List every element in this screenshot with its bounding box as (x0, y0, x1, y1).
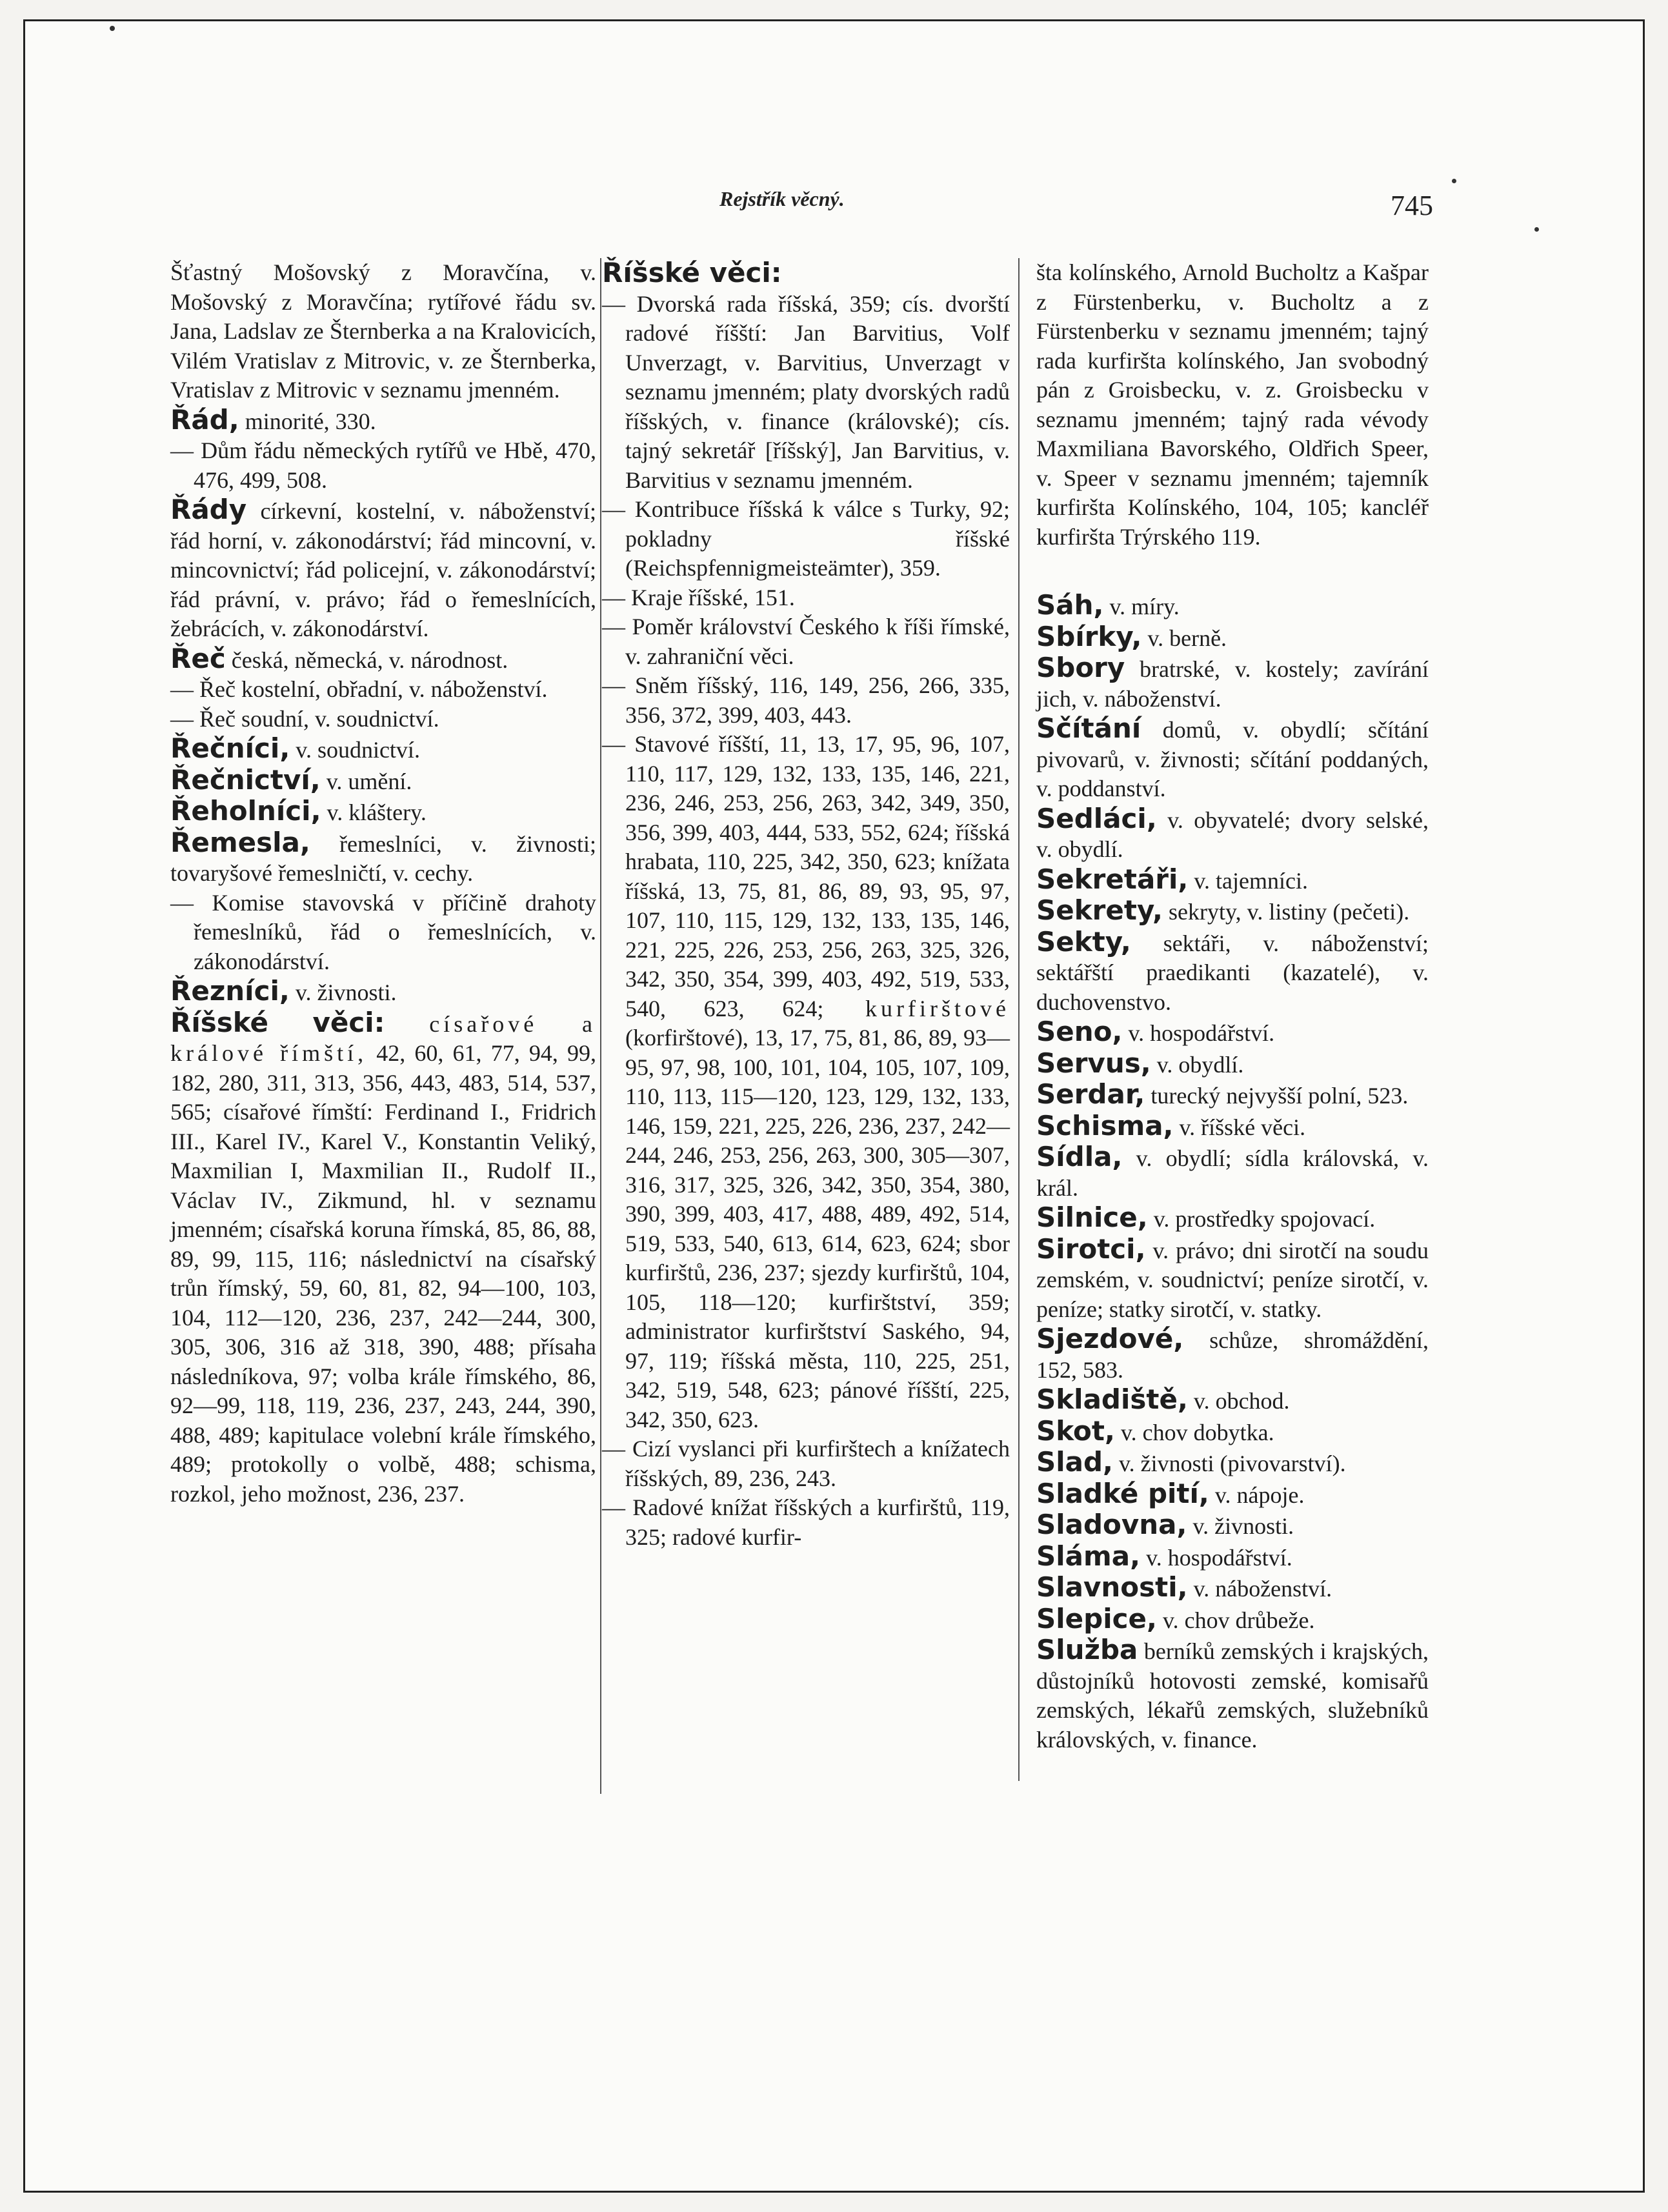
index-entry (602, 258, 1010, 290)
index-entry-continuation: šta kolínského, Arnold Bucholtz a Kašpar z Fürstenberku, v. Bucholtz a z Fürstenberku v seznamu jmenném; tajný rada kurfiršta kolínského, Jan svobodný pán z Groisbecku, v. z. Groisbecku v seznamu jmenném; tajný rada vévody Maxmiliana Bavorského, Oldřich Speer, v. Speer v seznamu jmenném; tajemník kurfiršta Kolínského, 104, 105; kancléř kurfiršta Trýrského 119. (1036, 259, 1429, 550)
index-entry (1036, 1479, 1429, 1511)
entry-text: (korfirštové), 13, 17, 75, 81, 86, 89, 93—95, 97, 98, 100, 101, 104, 105, 107, 109, 110, 113, 115—120, 123, 129, 132, 133, 146, 159, 221, 225, 226, 236, 237, 242—244, 246, 253, 256, 263, 300, 305—307, 316, 317, 325, 326, 342, 350, 354, 380, 390, 399, 403, 417, 488, 489, 492, 514, 519, 533, 540, 613, 614, 623, 624; sbor kurfirštů, 236, 237; sjezdy kurfirštů, 104, 105, 118—120; kurfirštství, 359; administrator kurfirštství Saského, 94, 97, 119; říšská města, 110, 225, 251, 342, 519, 548, 623; pánové říšští, 225, 342, 350, 623. (625, 1025, 1010, 1433)
entry-headword: Sbírky, (1036, 620, 1142, 652)
index-entry (170, 405, 596, 437)
entry-text: v. tajemníci. (1188, 867, 1308, 894)
index-subentry: — Poměr království Českého k říši římské, v. zahraniční věci. (602, 614, 1010, 669)
index-entry (1036, 865, 1429, 896)
running-head: Rejstřík věcný. (719, 187, 845, 210)
scan-speck (1452, 179, 1456, 183)
entry-headword: Služba (1036, 1634, 1138, 1665)
entry-text: turecký nejvyšší polní, 523. (1145, 1083, 1409, 1109)
scan-speck (110, 26, 115, 31)
index-entry (1036, 1573, 1429, 1604)
index-subentry: — Komise stavovská v příčině drahoty řemeslníků, řád o řemeslnících, v. zákonodárství. (170, 889, 596, 974)
entry-headword: Slad, (1036, 1446, 1114, 1478)
entry-text: schůze, shromáždění, 152, 583. (1036, 1327, 1429, 1383)
index-subentry: — Řeč kostelní, obřadní, v. náboženství. (170, 676, 548, 702)
index-subentry: — Dům řádu německých rytířů ve Hbě, 470, 476, 499, 508. (170, 437, 596, 493)
index-entry (1036, 622, 1429, 654)
entry-headword: Slavnosti, (1036, 1571, 1188, 1603)
index-column-2 (602, 258, 1010, 1552)
entry-text: církevní, kostelní, v. náboženství; řád horní, v. zákonodárství; řád mincovní, v. mincovnictví; řád policejní, v. zákonodárství; řád právní, v. právo; řád o řemeslnících, žebrácích, v. zákonodárství. (170, 498, 596, 641)
entry-headword: Schisma, (1036, 1109, 1174, 1141)
entry-headword: Řeholníci, (170, 795, 321, 827)
entry-text: domů, v. obydlí; sčítání pivovarů, v. živnosti; sčítání poddaných, v. poddanství. (1036, 717, 1429, 801)
entry-text: v. prostředky spojovací. (1147, 1206, 1376, 1232)
index-entry (1036, 1542, 1429, 1573)
index-entry (170, 976, 596, 1008)
index-subentry (602, 730, 1010, 1434)
index-entry (1036, 1416, 1429, 1448)
index-subentry: — Radové knížat říšských a kurfirštů, 119, 325; radové kurfir- (602, 1494, 1010, 1550)
index-column-3 (1036, 258, 1429, 1755)
index-entry (170, 765, 596, 797)
index-subentry: — Cizí vyslanci při kurfirštech a knížatech říšských, 89, 236, 243. (602, 1436, 1010, 1491)
entry-text: minorité, 330. (239, 408, 376, 434)
entry-headword: Sáh, (1036, 589, 1104, 621)
index-entry (170, 495, 596, 644)
entry-headword: Sídla, (1036, 1141, 1123, 1172)
entry-headword: Sekty, (1036, 925, 1131, 958)
page-number: 745 (1391, 190, 1433, 221)
index-entry (170, 828, 596, 889)
entry-text: v. berně. (1141, 625, 1227, 651)
entry-text: — Stavové říšští, 11, 13, 17, 95, 96, 107, 110, 117, 129, 132, 133, 135, 146, 221, 236, 246, 253, 256, 263, 342, 349, 350, 356, 399, 403, 444, 533, 552, 624; říšská hrabata, 110, 225, 342, 350, 623; knížata říšská, 13, 75, 81, 86, 89, 93, 95, 97, 107, 110, 115, 129, 132, 133, 135, 146, 221, 225, 226, 253, 256, 263, 325, 326, 342, 350, 354, 399, 403, 492, 519, 533, 540, 623, 624; (602, 731, 1010, 1021)
index-entry (1036, 1080, 1429, 1111)
entry-headword: Sladovna, (1036, 1509, 1187, 1540)
entry-headword: Serdar, (1036, 1078, 1145, 1110)
entry-text: v. míry. (1103, 594, 1180, 619)
entry-headword: Řád, (170, 403, 239, 436)
entry-headword: Sbory (1036, 652, 1125, 683)
entry-headword: Sčítání (1036, 712, 1141, 744)
index-entry (1036, 927, 1429, 1018)
index-entry (1036, 1510, 1429, 1542)
entry-headword: Sekretáři, (1036, 863, 1189, 895)
entry-text: v. chov drůbeže. (1156, 1607, 1315, 1633)
entry-headword: Seno, (1036, 1016, 1123, 1047)
entry-headword: Skladiště, (1036, 1383, 1188, 1415)
index-entry (1036, 1635, 1429, 1755)
index-entry (1036, 1142, 1429, 1203)
entry-headword: Řečníci, (170, 732, 290, 764)
index-entry (1036, 1049, 1429, 1080)
index-entry (1036, 1111, 1429, 1143)
entry-headword: Silnice, (1036, 1202, 1148, 1233)
entry-spaced-text: císařové a králové římští, (170, 1010, 596, 1066)
index-entry (1036, 1017, 1429, 1049)
index-subentry: — Kontribuce říšská k válce s Turky, 92; pokladny říšské (Reichspfennigmeisteämter), 359. (602, 496, 1010, 581)
index-entry (1036, 1385, 1429, 1416)
entry-text: sektáři, v. náboženství; sektářští praedikanti (kazatelé), v. duchovenstvo. (1036, 930, 1429, 1015)
entry-headword: Řemesla, (170, 826, 310, 858)
entry-headword: Sirotci, (1036, 1232, 1146, 1265)
entry-text: v. kláštery. (321, 799, 427, 825)
entry-headword: Řeč (170, 642, 226, 674)
entry-headword: Řády (170, 494, 247, 525)
entry-text: v. soudnictví. (290, 737, 420, 763)
scan-speck (1534, 227, 1539, 232)
entry-text: sekryty, v. listiny (pečeti). (1163, 899, 1410, 925)
entry-headword: Sjezdové, (1036, 1323, 1184, 1354)
entry-text: v. živnosti. (1187, 1513, 1294, 1539)
index-entry (170, 1008, 596, 1509)
index-entry (1036, 1324, 1429, 1385)
entry-headword: Říšské věci: (170, 1006, 385, 1038)
entry-spaced-text: kurfirštové (823, 995, 1010, 1021)
index-entry (1036, 653, 1429, 714)
index-entry (1036, 1604, 1429, 1636)
entry-headword: Sláma, (1036, 1540, 1141, 1572)
index-entry (1036, 714, 1429, 804)
index-entry: Šťastný Mošovský z Moravčína, v. Mošovský z Moravčína; rytířové řádu sv. Jana, Ladslav ze Šternberka a na Kralovicích, Vilém Vratislav z Mitrovic, v. ze Šternberka, Vratislav z Mitrovic v seznamu jmenném. (170, 259, 596, 403)
column-divider (600, 258, 601, 1794)
entry-text: v. nápoje. (1209, 1482, 1305, 1508)
entry-text: v. obyvatelé; dvory selské, v. obydlí. (1036, 807, 1429, 862)
entry-text: v. náboženství. (1187, 1576, 1332, 1602)
entry-text: v. právo; dni sirotčí na soudu zemském, v. soudnictví; peníze sirotčí, v. peníze; statky sirotčí, v. statky. (1036, 1237, 1429, 1322)
entry-text: berníků zemských i krajských, důstojníků hotovosti zemské, komisařů zemských, lékařů zemských, služebníků královských, v. finance. (1036, 1638, 1429, 1753)
entry-text: v. chov dobytka. (1114, 1419, 1274, 1445)
entry-text: v. obchod. (1187, 1388, 1290, 1414)
index-entry (1036, 896, 1429, 927)
entry-text: bratrské, v. kostely; zavírání jich, v. náboženství. (1036, 656, 1429, 712)
index-entry (1036, 1447, 1429, 1479)
index-entry (1036, 1203, 1429, 1234)
entry-headword: Sedláci, (1036, 802, 1157, 834)
entry-headword: Slepice, (1036, 1602, 1157, 1634)
entry-text: v. hospodářství. (1140, 1544, 1292, 1571)
column-divider (1018, 258, 1020, 1781)
index-entry (170, 734, 596, 765)
index-subentry: — Řeč soudní, v. soudnictví. (170, 705, 439, 732)
entry-text: v. živnosti. (289, 980, 397, 1005)
entry-headword: Servus, (1036, 1047, 1151, 1079)
index-subentry: — Kraje říšské, 151. (602, 584, 795, 610)
entry-headword: Skot, (1036, 1414, 1115, 1447)
index-entry (1036, 1234, 1429, 1325)
entry-text: řemeslníci, v. živnosti; tovaryšové řemeslničtí, v. cechy. (170, 830, 596, 886)
index-entry (1036, 590, 1429, 622)
entry-text: v. umění. (320, 768, 412, 794)
index-entry (1036, 804, 1429, 865)
entry-headword: Řečnictví, (170, 763, 321, 796)
entry-headword: Sekrety, (1036, 894, 1163, 926)
entry-text: 42, 60, 61, 77, 94, 99, 182, 280, 311, 313, 356, 443, 483, 514, 537, 565; císařové římští: Ferdinand I., Fridrich III., Karel IV., Karel V., Konstantin Veliký, Maxmilian I, Maxmilian II., Rudolf II., Václav IV., Zikmund, hl. v seznamu jmenném; císařská koruna římská, 85, 86, 88, 89, 99, 115, 116; následnictví na císařský trůn římský, 59, 60, 81, 82, 94—100, 103, 104, 112—120, 236, 237, 242—244, 300, 305, 306, 316 až 318, 390, 488; přísaha následníkova, 97; volba krále římského, 86, 92—99, 118, 119, 236, 237, 243, 244, 390, 488, 489; kapitulace volební krále římského, 489; protokolly o volbě, 488; schisma, rozkol, jeho možnost, 236, 237. (170, 1040, 597, 1507)
index-subentry: — Dvorská rada říšská, 359; cís. dvorští radové říšští: Jan Barvitius, Volf Unverzagt, v. Barvitius, Unverzagt v seznamu jmenném; platy dvorských radů říšských, v. finance (královské); cís. tajný sekretář [říšský], Jan Barvitius, v. Barvitius v seznamu jmenném. (602, 290, 1010, 493)
entry-text: v. živnosti (pivovarství). (1113, 1451, 1346, 1476)
entry-headword: Řezníci, (170, 975, 290, 1007)
index-column-1 (170, 258, 596, 1509)
entry-text: v. hospodářství. (1122, 1020, 1275, 1046)
entry-text: česká, německá, v. národnost. (225, 647, 508, 673)
index-entry (170, 796, 596, 828)
entry-text: v. obydlí. (1151, 1051, 1244, 1078)
spacer (1036, 552, 1429, 590)
entry-text: v. obydlí; sídla královská, v. král. (1036, 1145, 1429, 1201)
index-entry (170, 644, 596, 676)
entry-headword: Sladké pití, (1036, 1477, 1209, 1509)
entry-headword: Říšské věci: (602, 257, 782, 288)
index-subentry: — Sněm říšský, 116, 149, 256, 266, 335, 356, 372, 399, 403, 443. (602, 672, 1010, 728)
entry-text: v. říšské věci. (1173, 1114, 1306, 1140)
